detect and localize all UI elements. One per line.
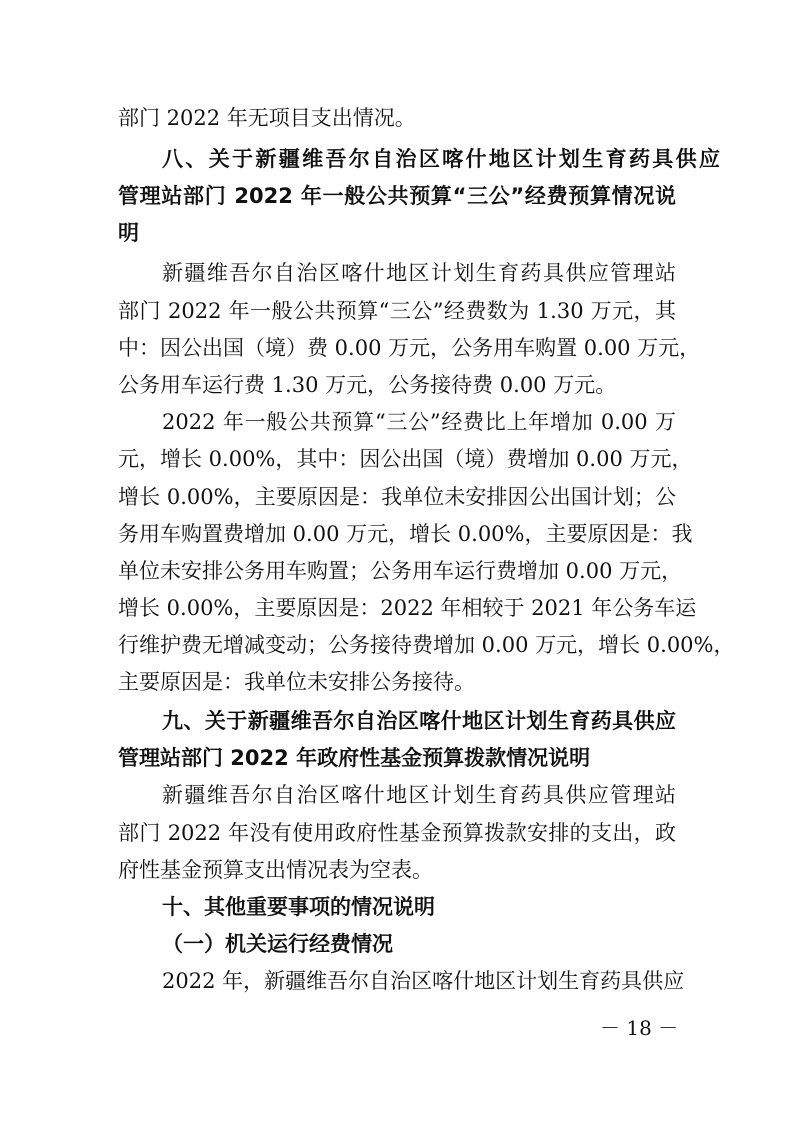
text-line bbox=[0, 966, 793, 996]
line-text: 新疆维吾尔自治区喀什地区计划生育药具供应管理站 bbox=[162, 783, 676, 807]
subsection-heading bbox=[0, 929, 793, 959]
line-text: 主要原因是：我单位未安排公务接待。 bbox=[118, 670, 475, 694]
line-text: 府性基金预算支出情况表为空表。 bbox=[118, 858, 433, 882]
section-heading-9 bbox=[0, 706, 793, 736]
line-text: 务用车购置费增加 0.00 万元，增长 0.00%，主要原因是：我 bbox=[118, 522, 693, 546]
line-text: 2022 年，新疆维吾尔自治区喀什地区计划生育药具供应 bbox=[162, 969, 685, 993]
line-text: 管理站部门 2022 年政府性基金预算拨款情况说明 bbox=[118, 746, 591, 770]
line-text: 管理站部门 2022 年一般公共预算“三公”经费预算情况说 bbox=[118, 184, 676, 208]
line-text: 部门 2022 年没有使用政府性基金预算拨款安排的支出，政 bbox=[118, 821, 676, 845]
line-text: 2022 年一般公共预算“三公”经费比上年增加 0.00 万 bbox=[162, 410, 676, 434]
text-line bbox=[0, 370, 793, 400]
line-text: 新疆维吾尔自治区喀什地区计划生育药具供应管理站 bbox=[162, 261, 676, 285]
text-line bbox=[0, 556, 793, 586]
line-text: 行维护费无增减变动；公务接待费增加 0.00 万元，增长 0.00%， bbox=[118, 633, 735, 657]
line-text: 公务用车运行费 1.30 万元，公务接待费 0.00 万元。 bbox=[118, 373, 617, 397]
line-text: 明 bbox=[118, 221, 139, 245]
text-line bbox=[0, 258, 793, 288]
text-line bbox=[0, 103, 793, 133]
text-line bbox=[0, 593, 793, 623]
line-text: （一）机关运行经费情况 bbox=[162, 931, 393, 956]
line-text: 元，增长 0.00%，其中：因公出国（境）费增加 0.00 万元， bbox=[118, 447, 693, 471]
line-text: 增长 0.00%，主要原因是：2022 年相较于 2021 年公务车运 bbox=[118, 596, 697, 620]
text-line bbox=[0, 482, 793, 512]
line-text: 中：因公出国（境）费 0.00 万元，公务用车购置 0.00 万元， bbox=[118, 336, 701, 360]
line-text: 八、关于新疆维吾尔自治区喀什地区计划生育药具供应 bbox=[162, 147, 720, 171]
text-line bbox=[0, 333, 793, 363]
line-text: 单位未安排公务用车购置；公务用车运行费增加 0.00 万元， bbox=[118, 559, 683, 583]
line-text: 增长 0.00%，主要原因是：我单位未安排因公出国计划；公 bbox=[118, 485, 676, 509]
line-text: 部门 2022 年一般公共预算“三公”经费数为 1.30 万元，其 bbox=[118, 299, 676, 323]
text-line bbox=[0, 296, 793, 326]
text-line bbox=[0, 855, 793, 885]
section-heading-8 bbox=[0, 144, 793, 174]
line-text: 十、其他重要事项的情况说明 bbox=[162, 895, 435, 919]
line-text: 九、关于新疆维吾尔自治区喀什地区计划生育药具供应 bbox=[162, 709, 676, 733]
page-number: － 18 － bbox=[600, 1016, 679, 1040]
text-line bbox=[0, 667, 793, 697]
text-line bbox=[0, 407, 793, 437]
text-line bbox=[0, 519, 793, 549]
text-line bbox=[0, 818, 793, 848]
section-heading-8 bbox=[0, 181, 793, 211]
section-heading-10 bbox=[0, 892, 793, 922]
section-heading-9 bbox=[0, 743, 793, 773]
section-heading-8 bbox=[0, 218, 793, 248]
text-line bbox=[0, 780, 793, 810]
text-line bbox=[0, 444, 793, 474]
line-text: 部门 2022 年无项目支出情况。 bbox=[118, 106, 416, 130]
text-line bbox=[0, 630, 793, 660]
